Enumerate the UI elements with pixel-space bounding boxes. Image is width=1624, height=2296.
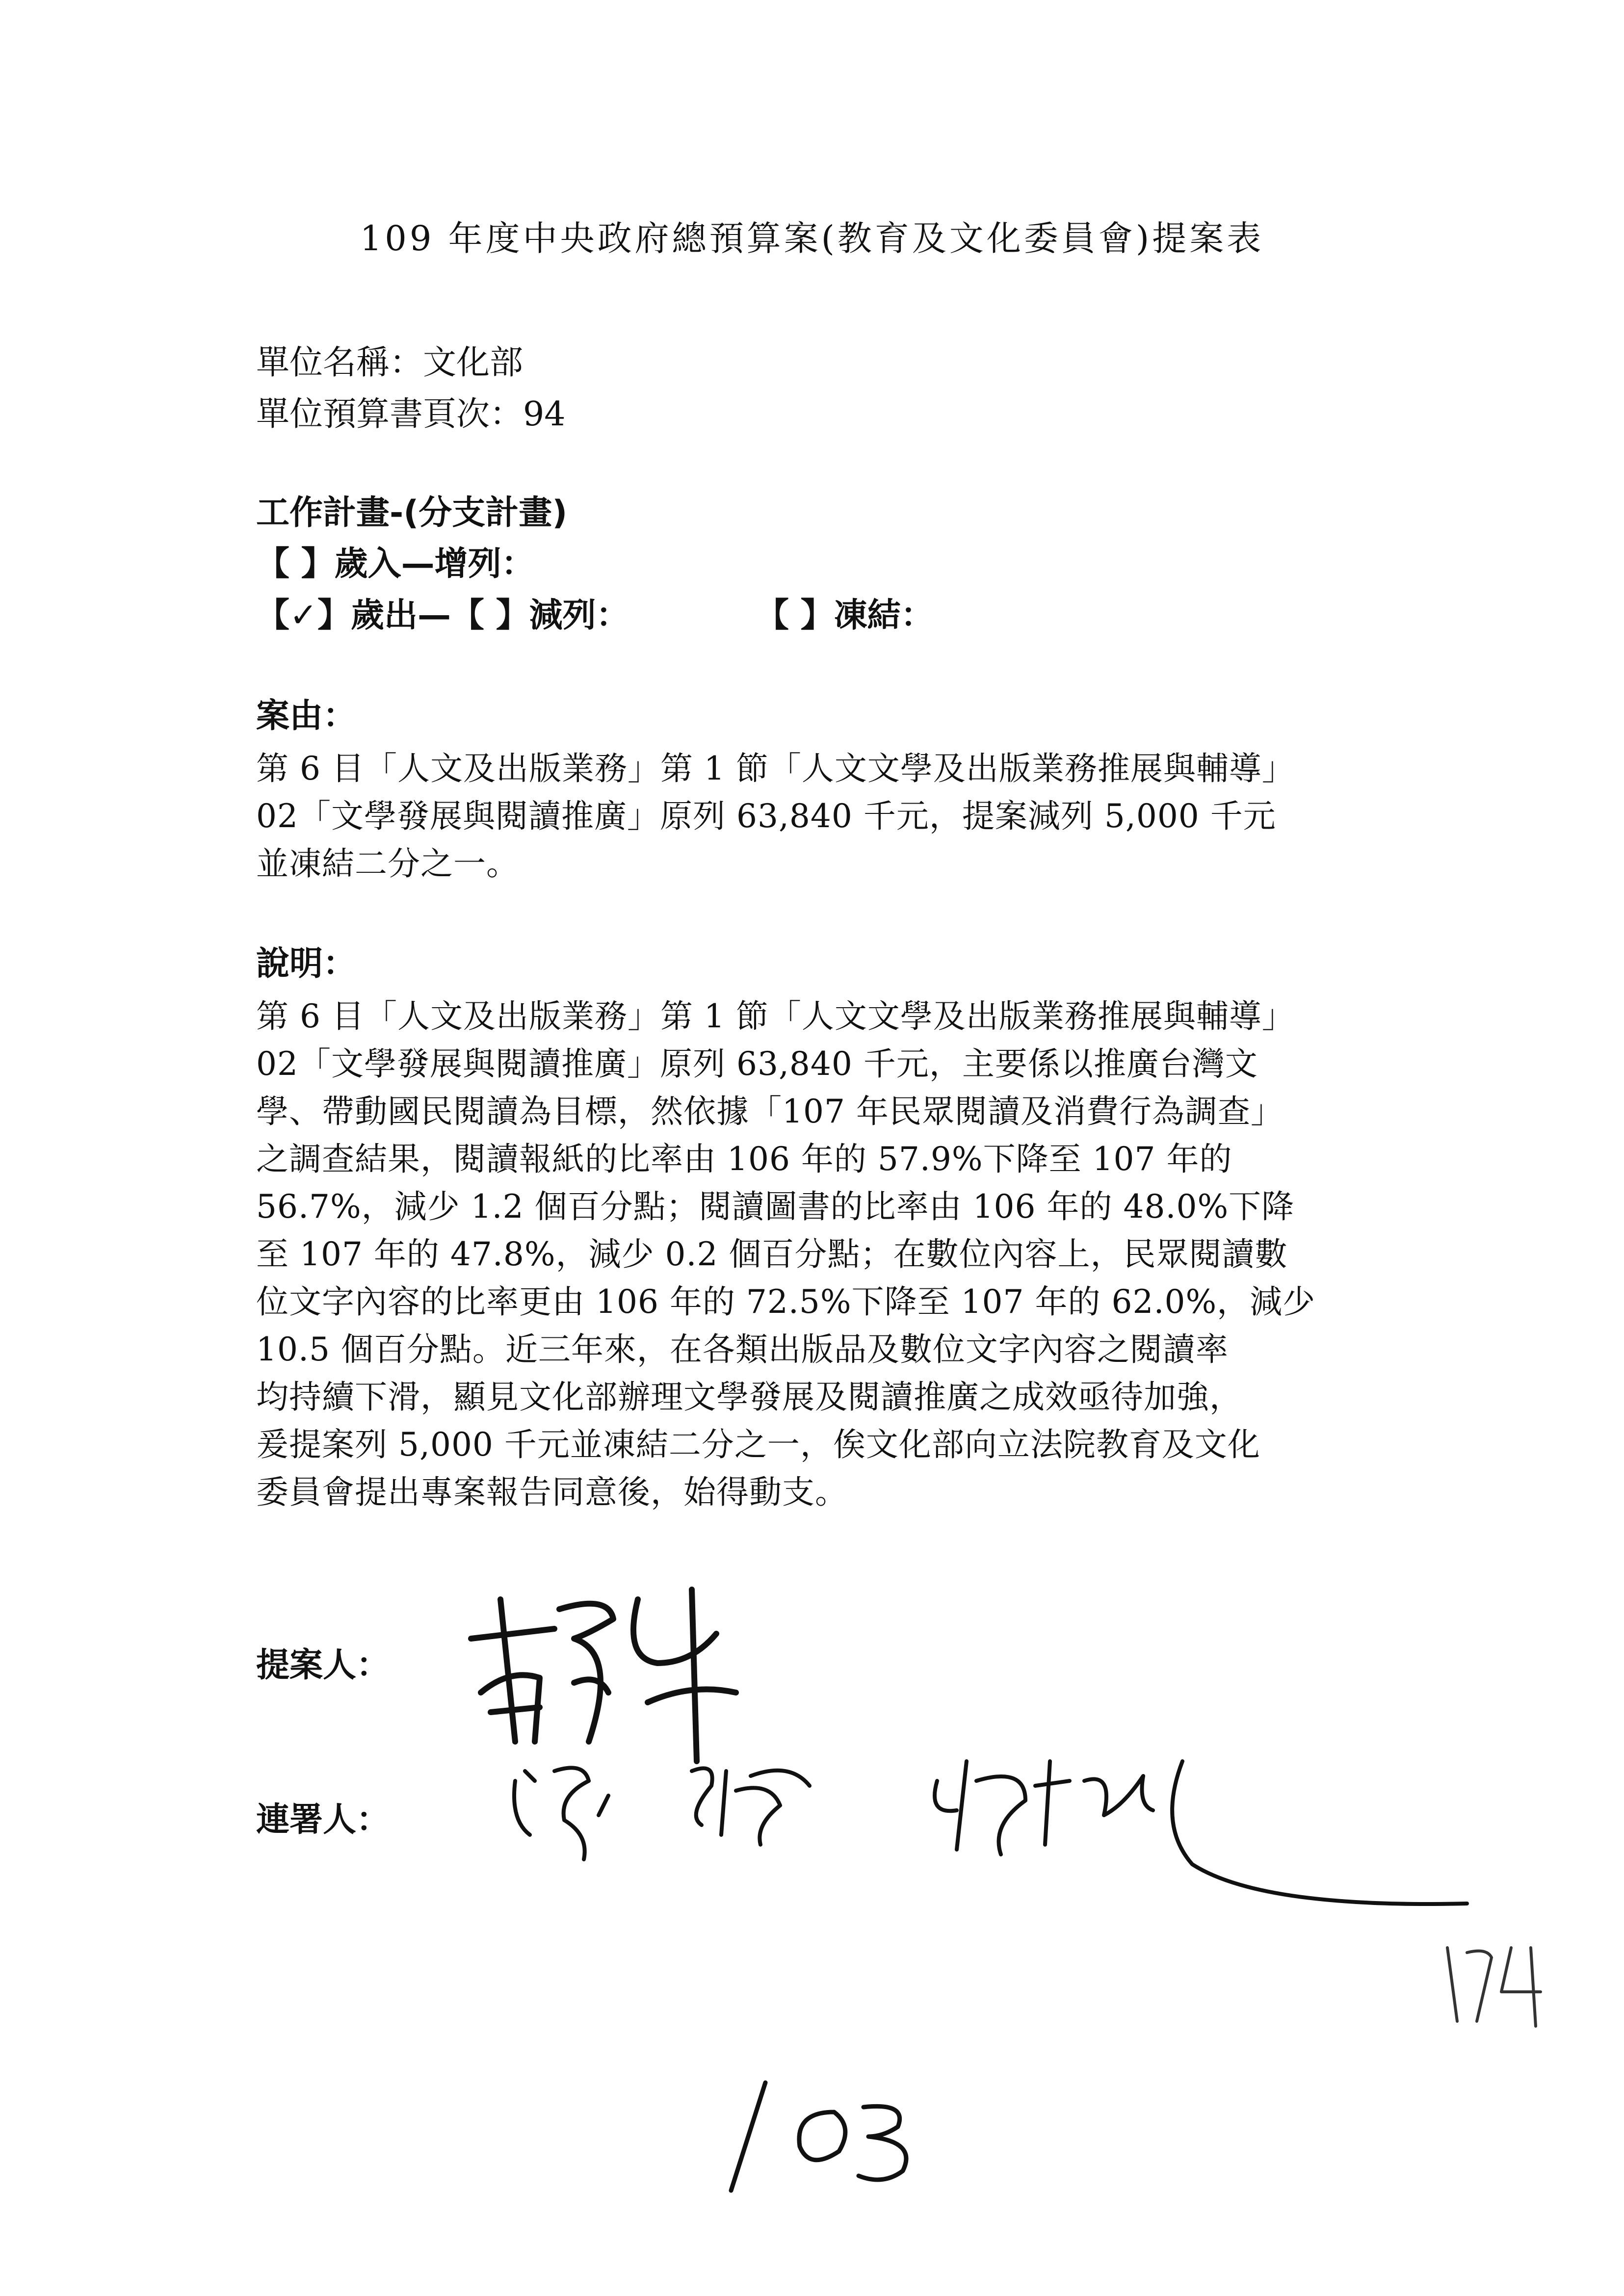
proposer-signature bbox=[461, 1580, 775, 1771]
explanation-line: 之調查結果，閱讀報紙的比率由 106 年的 57.9%下降至 107 年的 bbox=[256, 1140, 1232, 1178]
explanation-line: 位文字內容的比率更由 106 年的 72.5%下降至 107 年的 62.0%，減少 bbox=[256, 1283, 1316, 1321]
freeze-line: 【 】凍結： bbox=[756, 596, 934, 635]
explanation-line: 56.7%，減少 1.2 個百分點；閱讀圖書的比率由 106 年的 48.0%下降 bbox=[256, 1188, 1295, 1226]
case-paragraph bbox=[256, 745, 1404, 887]
explanation-heading: 說明： bbox=[256, 944, 357, 983]
explanation-line: 均持續下滑，顯見文化部辦理文學發展及閱讀推廣之成效亟待加強， bbox=[256, 1378, 1242, 1416]
case-heading: 案由： bbox=[256, 697, 357, 735]
case-line: 並凍結二分之一。 bbox=[256, 845, 519, 883]
document-title: 109 年度中央政府總預算案(教育及文化委員會)提案表 bbox=[360, 218, 1264, 259]
handwritten-corner-number bbox=[1438, 1938, 1555, 2031]
explanation-line: 至 107 年的 47.8%，減少 0.2 個百分點；在數位內容上，民眾閱讀數 bbox=[256, 1235, 1288, 1273]
case-line: 02「文學發展與閱讀推廣」原列 63,840 千元，提案減列 5,000 千元 bbox=[256, 797, 1276, 835]
explanation-line: 爰提案列 5,000 千元並凍結二分之一，俟文化部向立法院教育及文化 bbox=[256, 1426, 1260, 1463]
proposer-label: 提案人： bbox=[256, 1646, 390, 1685]
revenue-line: 【 】歲入—增列： bbox=[256, 545, 535, 583]
handwritten-page-number bbox=[721, 2073, 927, 2220]
expenditure-line: 【✓】歲出—【 】減列： bbox=[256, 596, 629, 635]
work-plan-line: 工作計畫-(分支計畫) bbox=[256, 494, 568, 532]
case-line: 第 6 目「人文及出版業務」第 1 節「人文文學及出版業務推展與輔導」 bbox=[256, 750, 1295, 787]
explanation-line: 委員會提出專案報告同意後，始得動支。 bbox=[256, 1473, 848, 1511]
explanation-line: 02「文學發展與閱讀推廣」原列 63,840 千元，主要係以推廣台灣文 bbox=[256, 1045, 1258, 1083]
cosigner-signatures bbox=[505, 1751, 1467, 1948]
cosigner-label: 連署人： bbox=[256, 1800, 390, 1839]
unit-name-line: 單位名稱：文化部 bbox=[256, 343, 524, 382]
explanation-line: 10.5 個百分點。近三年來，在各類出版品及數位文字內容之閱讀率 bbox=[256, 1331, 1229, 1368]
budget-page-line: 單位預算書頁次：94 bbox=[256, 395, 566, 434]
explanation-line: 第 6 目「人文及出版業務」第 1 節「人文文學及出版業務推展與輔導」 bbox=[256, 997, 1295, 1035]
explanation-line: 學、帶動國民閱讀為目標，然依據「107 年民眾閱讀及消費行為調查」 bbox=[256, 1093, 1283, 1130]
explanation-paragraph bbox=[256, 992, 1404, 1516]
